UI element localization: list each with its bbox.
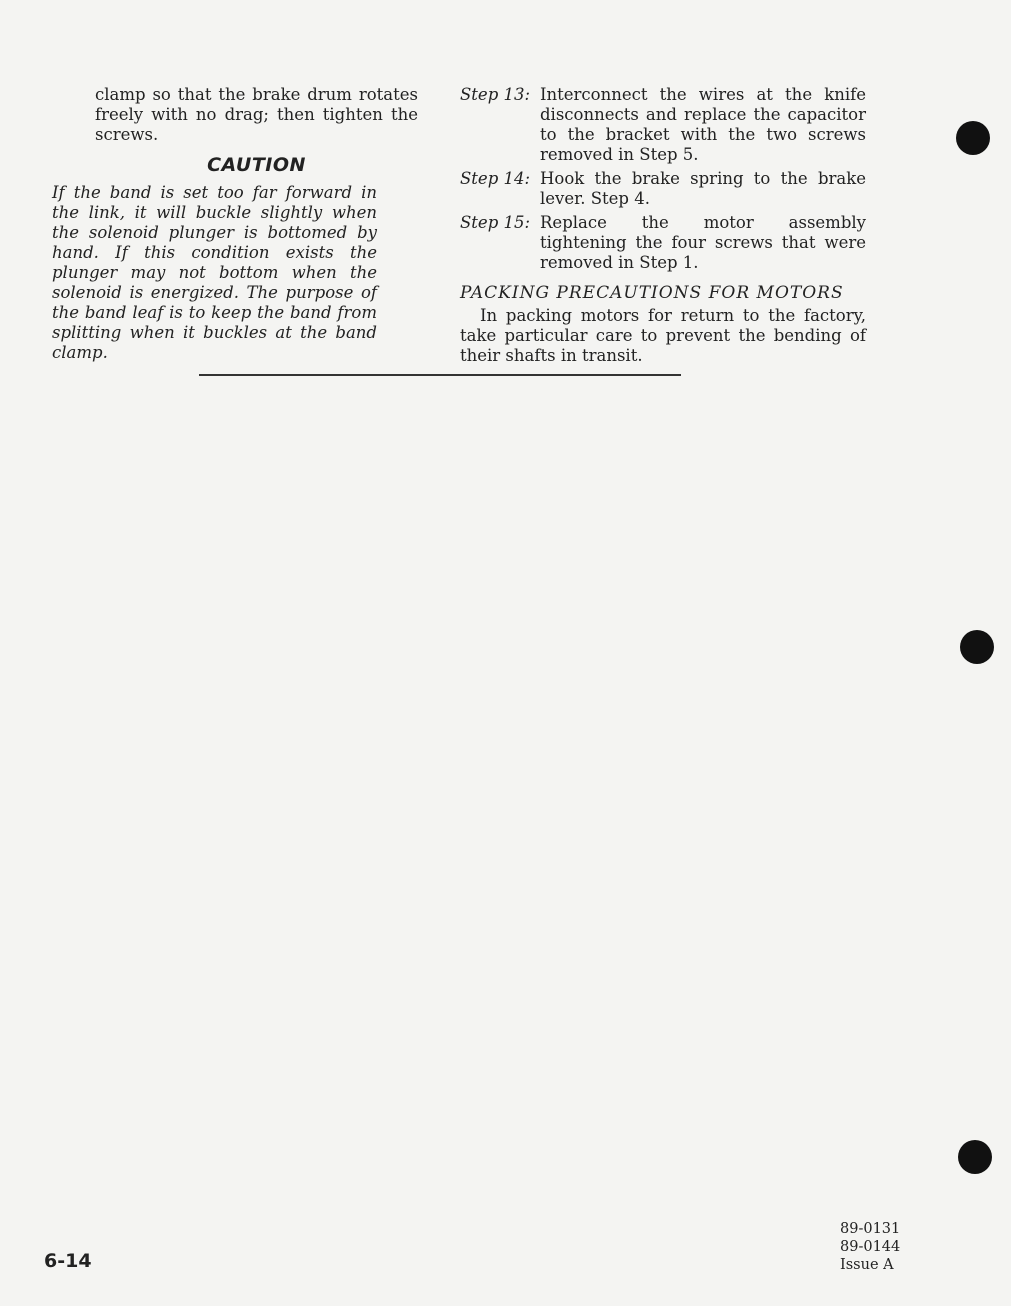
page-number: 6-14 [44, 1250, 92, 1272]
step-13 [460, 85, 866, 165]
step-text: Hook the brake spring to the brake lever. Step 4. [540, 169, 866, 208]
doc-number: 89-0131 [840, 1221, 901, 1237]
step-15 [460, 213, 866, 273]
left-column [52, 85, 418, 363]
caution-heading: CAUTION [207, 154, 306, 176]
binder-hole-icon [958, 1140, 992, 1174]
continuation-paragraph: clamp so that the brake drum rotates freely with no drag; then tighten the screws. [95, 85, 418, 144]
caution-text: If the band is set too far forward in the link, it will buckle slightly when the solenoid plunger is bottomed by hand. If this condition exists the plunger may not bottom when the solenoid is energized. The purpose of the band leaf is to keep the band from splitting when it buckles at the band clamp. [52, 183, 377, 362]
step-label: Step 13: [460, 85, 531, 104]
step-label: Step 14: [460, 169, 531, 188]
issue-label: Issue A [840, 1257, 894, 1273]
doc-number: 89-0144 [840, 1239, 901, 1255]
section-paragraph: In packing motors for return to the factory, take particular care to prevent the bending of their shafts in transit. [460, 306, 866, 365]
right-column [460, 85, 866, 366]
step-label: Step 15: [460, 213, 531, 232]
step-text: Interconnect the wires at the knife disconnects and replace the capacitor to the bracket with the two screws removed in Step 5. [540, 85, 866, 164]
binder-hole-icon [960, 630, 994, 664]
section-divider [199, 374, 681, 376]
step-14 [460, 169, 866, 209]
section-heading: PACKING PRECAUTIONS FOR MOTORS [460, 283, 844, 303]
document-id-block [840, 1220, 900, 1274]
step-text: Replace the motor assembly tightening the four screws that were removed in Step 1. [540, 213, 866, 272]
binder-hole-icon [956, 121, 990, 155]
